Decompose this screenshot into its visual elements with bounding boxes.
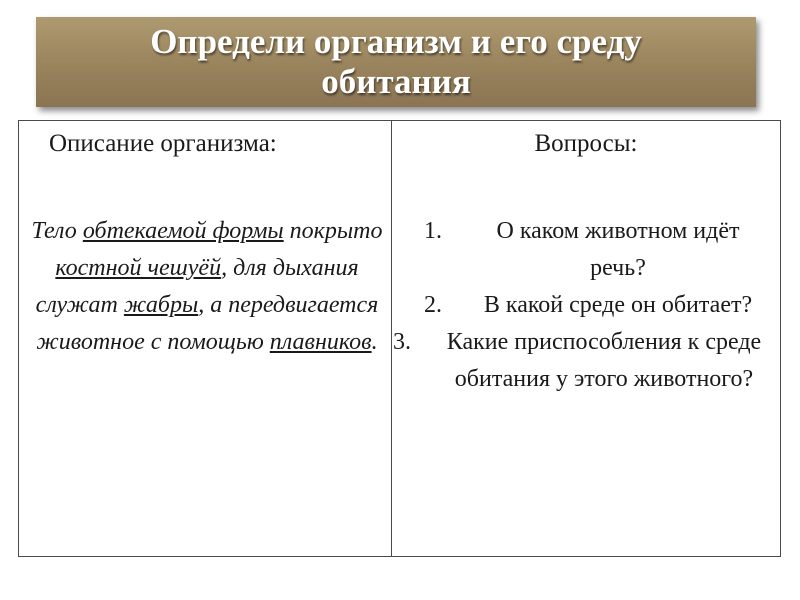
question-number: 2. bbox=[424, 292, 442, 318]
description-part: , а передвигается животное с помощью bbox=[36, 292, 379, 355]
description-keyword: плавников bbox=[269, 329, 372, 355]
question-number: 3. bbox=[393, 329, 411, 355]
description-keyword: жабры bbox=[123, 292, 199, 318]
description-part: . bbox=[371, 329, 378, 355]
description-part: , для дыхания служат bbox=[35, 255, 359, 318]
title-line-2: обитания bbox=[321, 62, 471, 101]
question-item bbox=[392, 287, 780, 324]
question-text: Какие приспособления к среде обитания у этого животного? bbox=[446, 329, 762, 392]
description-column bbox=[19, 121, 392, 556]
description-part: Тело bbox=[31, 218, 83, 244]
questions-header: Вопросы: bbox=[534, 130, 638, 157]
question-text: О каком животном идёт речь? bbox=[496, 218, 740, 281]
question-text: В какой среде он обитает? bbox=[483, 292, 753, 318]
question-number: 1. bbox=[424, 218, 442, 244]
questions-list bbox=[392, 213, 780, 398]
question-item bbox=[392, 324, 780, 398]
organism-description bbox=[31, 213, 383, 361]
question-item bbox=[392, 213, 780, 287]
description-keyword: обтекаемой формы bbox=[82, 218, 284, 244]
content-table bbox=[18, 120, 781, 557]
description-keyword: костной чешуёй bbox=[55, 255, 222, 281]
questions-column bbox=[392, 121, 780, 556]
title-banner bbox=[36, 17, 756, 107]
description-part: покрыто bbox=[283, 218, 383, 244]
title-line-1: Определи организм и его среду bbox=[150, 22, 642, 61]
description-header: Описание организма: bbox=[49, 130, 277, 157]
